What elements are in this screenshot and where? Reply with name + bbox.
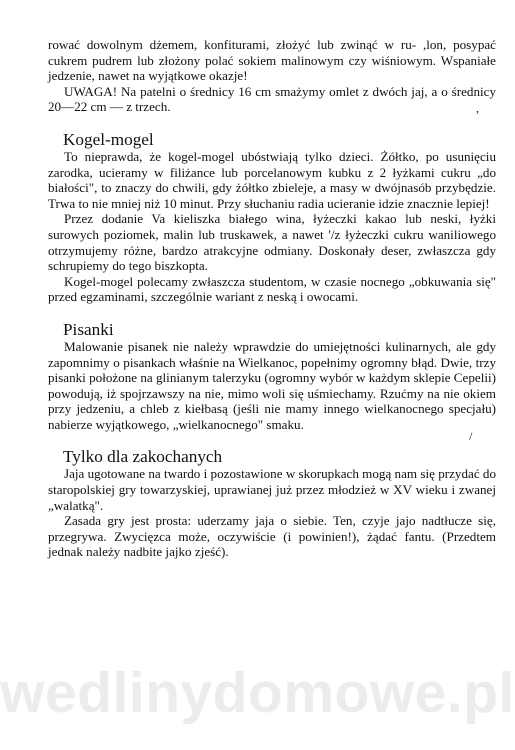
section-pisanki [48,321,496,433]
section-paragraph: Jaja ugotowane na twardo i pozostawione w skorupkach mogą nam się przydać do staropolskiej gry towarzyskiej, uprawianej już przez młodzież w XV wieku i zwanej „walatką". [48,466,496,513]
section-paragraph: Malowanie pisanek nie należy wprawdzie do umiejętności kulinarnych, ale gdy zapomnimy o pisankach właśnie na Wielkanoc, popełnimy ogromny błąd. Dwie, trzy pisanki położone na glinianym talerzyku (ogromny wybór w każdym sklepie Cepelii) powodują, iż spojrzawszy na nie, mimo woli się uśmiechamy. Rzućmy na nie okiem przy jedzeniu, a chleb z kiełbasą (jeśli nie mamy innego wielkanocnego specjału) nabierze wyjątkowego, „wielkanocnego" smaku. [48,338,496,432]
section-title: Tylko dla zakochanych [63,447,223,467]
intro-note-paragraph: UWAGA! Na patelni o średnicy 16 cm smażymy omlet z dwóch jaj, a o średnicy 20—22 cm — z trzech. [48,83,496,115]
section-tylko-dla-zakochanych [48,448,496,560]
stray-comma-mark: , [476,101,479,115]
section-paragraph: To nieprawda, że kogel-mogel ubóstwiają tylko dzieci. Żółtko, po usunięciu zarodka, ucieramy w filiżance lub porcelanowym kubku z 2 łyżkami cukru „do białości", to znaczy do chwili, gdy żółtko zbieleje, a masy w dwójnasób przybędzie. Trwa to nie mniej niż 10 minut. Przy słuchaniu radia ucieranie idzie znacznie lepiej! [48,148,496,211]
section-paragraph: Zasada gry jest prosta: uderzamy jaja o siebie. Ten, czyje jajo nadtłucze się, przegrywa. Zwycięzca może, oczywiście (i powinien!), żądać fantu. (Przedtem jednak należy nadbite jajko zjeść). [48,513,496,560]
section-kogel-mogel [48,131,496,305]
section-paragraph: Kogel-mogel polecamy zwłaszcza studentom, w czasie nocnego „obkuwania się" przed egzaminami, szczególnie wariant z neską i owocami. [48,273,496,305]
watermark: wedlinydomowe.pl [0,661,515,725]
stray-slash-mark: / [469,429,473,443]
intro-paragraph: rować dowolnym dżemem, konfiturami, złożyć lub zwinąć w ru- ,lon, posypać cukrem pudrem lub złożony polać sokiem malinowym czy wiśniowym. Wspaniałe jedzenie, nawet na wyjątkowe okazje! [48,37,496,84]
intro [48,37,496,115]
section-title: Pisanki [63,319,114,339]
page-content [48,37,496,560]
section-paragraph: Przez dodanie Va kieliszka białego wina, łyżeczki kakao lub neski, łyżki surowych poziomek, malin lub truskawek, a nawet '/z łyżeczki cukru waniliowego otrzymujemy różne, bardzo atrakcyjne odmiany. Doskonały deser, zwłaszcza gdy schrupiemy do tego biszkopta. [48,211,496,274]
section-title: Kogel-mogel [63,129,154,149]
